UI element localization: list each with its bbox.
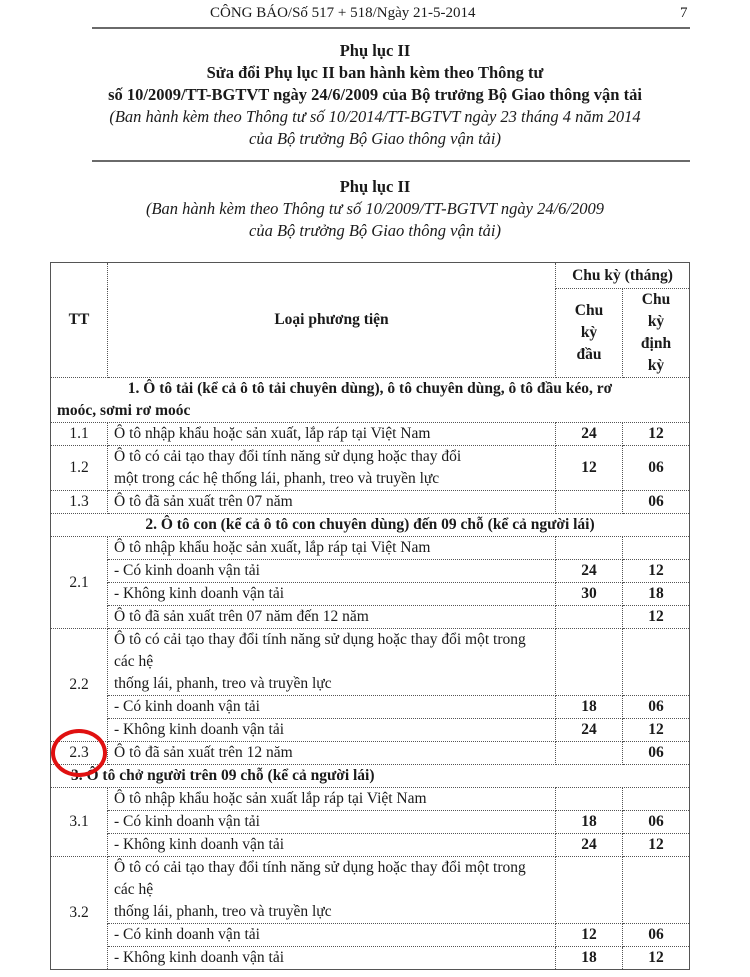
row-periodic-cycle: 06 — [623, 696, 690, 719]
table-row — [51, 423, 690, 446]
row-vehicle: Ô tô nhập khẩu hoặc sản xuất, lắp ráp tại Việt Nam — [108, 537, 556, 560]
table-row — [51, 834, 690, 857]
table-row — [51, 924, 690, 947]
table-row — [51, 742, 690, 765]
row-periodic-cycle: 12 — [623, 560, 690, 583]
row-first-cycle — [556, 857, 623, 924]
row-vehicle: - Không kinh doanh vận tải — [108, 583, 556, 606]
row-first-cycle: 12 — [556, 446, 623, 491]
inner-note-line2: của Bộ trưởng Bộ Giao thông vận tải) — [249, 221, 501, 240]
red-highlight-circle — [51, 729, 107, 777]
row-vehicle: Ô tô đã sản xuất trên 07 năm đến 12 năm — [108, 606, 556, 629]
header-tt: TT — [51, 263, 108, 378]
row-first-cycle: 18 — [556, 947, 623, 970]
row-first-cycle: 30 — [556, 583, 623, 606]
appendix-title: Phụ lục II — [339, 41, 411, 60]
table-row — [51, 788, 690, 811]
row-tt: 1.1 — [51, 423, 108, 446]
row-tt-highlighted: 2.3 — [51, 742, 108, 765]
row-vehicle: - Có kinh doanh vận tải — [108, 696, 556, 719]
header-vehicle-type: Loại phương tiện — [108, 263, 556, 378]
row-vehicle-line2: thống lái, phanh, treo và truyền lực — [114, 675, 332, 692]
table-row — [51, 696, 690, 719]
row-periodic-cycle — [623, 629, 690, 696]
row-first-cycle — [556, 629, 623, 696]
inner-appendix-title: Phụ lục II — [339, 177, 411, 196]
header-periodic-cycle — [623, 289, 690, 378]
row-periodic-cycle: 12 — [623, 947, 690, 970]
row-first-cycle: 24 — [556, 834, 623, 857]
row-periodic-cycle: 06 — [623, 742, 690, 765]
row-periodic-cycle: 12 — [623, 423, 690, 446]
row-tt: 2.1 — [51, 537, 108, 629]
row-vehicle: Ô tô đã sản xuất trên 07 năm — [108, 491, 556, 514]
row-vehicle-line1: Ô tô có cải tạo thay đổi tính năng sử dụng hoặc thay đổi một trong các hệ — [114, 859, 526, 898]
table-row — [51, 446, 690, 491]
table-row — [51, 629, 690, 696]
row-periodic-cycle: 06 — [623, 446, 690, 491]
page-header — [0, 0, 750, 26]
table-row — [51, 491, 690, 514]
row-vehicle: - Không kinh doanh vận tải — [108, 947, 556, 970]
header-periodic-l2: kỳ — [647, 313, 665, 330]
row-tt: 3.2 — [51, 857, 108, 970]
page-number: 7 — [680, 5, 688, 21]
appendix-note-line2: của Bộ trưởng Bộ Giao thông vận tải) — [249, 129, 501, 148]
row-vehicle: - Có kinh doanh vận tải — [108, 560, 556, 583]
row-vehicle-line2: một trong các hệ thống lái, phanh, treo và truyền lực — [114, 470, 440, 487]
header-periodic-l4: kỳ — [647, 357, 665, 374]
table-row — [51, 560, 690, 583]
row-first-cycle: 12 — [556, 924, 623, 947]
section-2-heading: 2. Ô tô con (kể cả ô tô con chuyên dùng) đến 09 chỗ (kể cả người lái) — [51, 514, 690, 537]
section-1-heading — [51, 378, 690, 423]
row-vehicle: Ô tô nhập khẩu hoặc sản xuất lắp ráp tại Việt Nam — [108, 788, 556, 811]
header-first-l3: đầu — [576, 346, 602, 363]
table-row — [51, 606, 690, 629]
table-row — [51, 583, 690, 606]
row-first-cycle: 24 — [556, 719, 623, 742]
row-first-cycle — [556, 606, 623, 629]
row-vehicle: - Không kinh doanh vận tải — [108, 834, 556, 857]
row-periodic-cycle: 12 — [623, 834, 690, 857]
row-vehicle: - Có kinh doanh vận tải — [108, 811, 556, 834]
header-periodic-l1: Chu — [641, 291, 671, 308]
header-periodic-l3: định — [640, 335, 672, 352]
header-first-cycle — [556, 289, 623, 378]
row-first-cycle: 18 — [556, 696, 623, 719]
row-vehicle: - Có kinh doanh vận tải — [108, 924, 556, 947]
header-first-l1: Chu — [574, 302, 604, 319]
section-divider — [92, 160, 690, 162]
row-tt: 1.3 — [51, 491, 108, 514]
section-1-line2: moóc, sơmi rơ moóc — [57, 402, 191, 419]
appendix-note-line1: (Ban hành kèm theo Thông tư số 10/2014/TT-BGTVT ngày 23 tháng 4 năm 2014 — [109, 107, 641, 126]
table-row — [51, 947, 690, 970]
row-first-cycle: 24 — [556, 423, 623, 446]
row-first-cycle — [556, 742, 623, 765]
inner-note-line1: (Ban hành kèm theo Thông tư số 10/2009/TT-BGTVT ngày 24/6/2009 — [145, 199, 604, 218]
header-first-l2: kỳ — [580, 324, 598, 341]
appendix-heading-top — [40, 40, 710, 150]
header-divider — [92, 27, 690, 29]
row-first-cycle — [556, 537, 623, 560]
row-periodic-cycle: 12 — [623, 606, 690, 629]
row-vehicle-line1: Ô tô có cải tạo thay đổi tính năng sử dụng hoặc thay đổi — [114, 448, 462, 465]
row-periodic-cycle — [623, 537, 690, 560]
row-periodic-cycle: 06 — [623, 924, 690, 947]
row-vehicle: Ô tô nhập khẩu hoặc sản xuất, lắp ráp tại Việt Nam — [108, 423, 556, 446]
row-periodic-cycle: 18 — [623, 583, 690, 606]
row-vehicle: Ô tô đã sản xuất trên 12 năm — [108, 742, 556, 765]
appendix-subtitle-line1: Sửa đổi Phụ lục II ban hành kèm theo Thông tư — [206, 63, 544, 82]
row-tt: 2.2 — [51, 629, 108, 742]
appendix-subtitle-line2: số 10/2009/TT-BGTVT ngày 24/6/2009 của Bộ trưởng Bộ Giao thông vận tải — [108, 85, 642, 104]
row-vehicle-line2: thống lái, phanh, treo và truyền lực — [114, 903, 332, 920]
table-row — [51, 857, 690, 924]
row-vehicle — [108, 629, 556, 696]
row-first-cycle — [556, 491, 623, 514]
appendix-heading-inner — [40, 176, 710, 242]
row-first-cycle: 24 — [556, 560, 623, 583]
row-first-cycle — [556, 788, 623, 811]
row-vehicle — [108, 446, 556, 491]
row-vehicle-line1: Ô tô có cải tạo thay đổi tính năng sử dụng hoặc thay đổi một trong các hệ — [114, 631, 526, 670]
row-periodic-cycle: 12 — [623, 719, 690, 742]
table-row — [51, 719, 690, 742]
row-periodic-cycle — [623, 857, 690, 924]
publication-info: CÔNG BÁO/Số 517 + 518/Ngày 21-5-2014 — [210, 5, 476, 21]
row-periodic-cycle: 06 — [623, 811, 690, 834]
row-tt: 3.1 — [51, 788, 108, 857]
row-vehicle — [108, 857, 556, 924]
row-vehicle: - Không kinh doanh vận tải — [108, 719, 556, 742]
section-1-line1: 1. Ô tô tải (kể cả ô tô tải chuyên dùng), ô tô chuyên dùng, ô tô đầu kéo, rơ — [127, 380, 613, 397]
row-periodic-cycle: 06 — [623, 491, 690, 514]
inspection-cycle-table — [50, 262, 690, 970]
row-periodic-cycle — [623, 788, 690, 811]
table-row — [51, 811, 690, 834]
table-row — [51, 537, 690, 560]
row-first-cycle: 18 — [556, 811, 623, 834]
row-tt: 1.2 — [51, 446, 108, 491]
header-cycle-months: Chu kỳ (tháng) — [556, 263, 690, 289]
section-3-heading: 3. Ô tô chở người trên 09 chỗ (kể cả người lái) — [51, 765, 690, 788]
